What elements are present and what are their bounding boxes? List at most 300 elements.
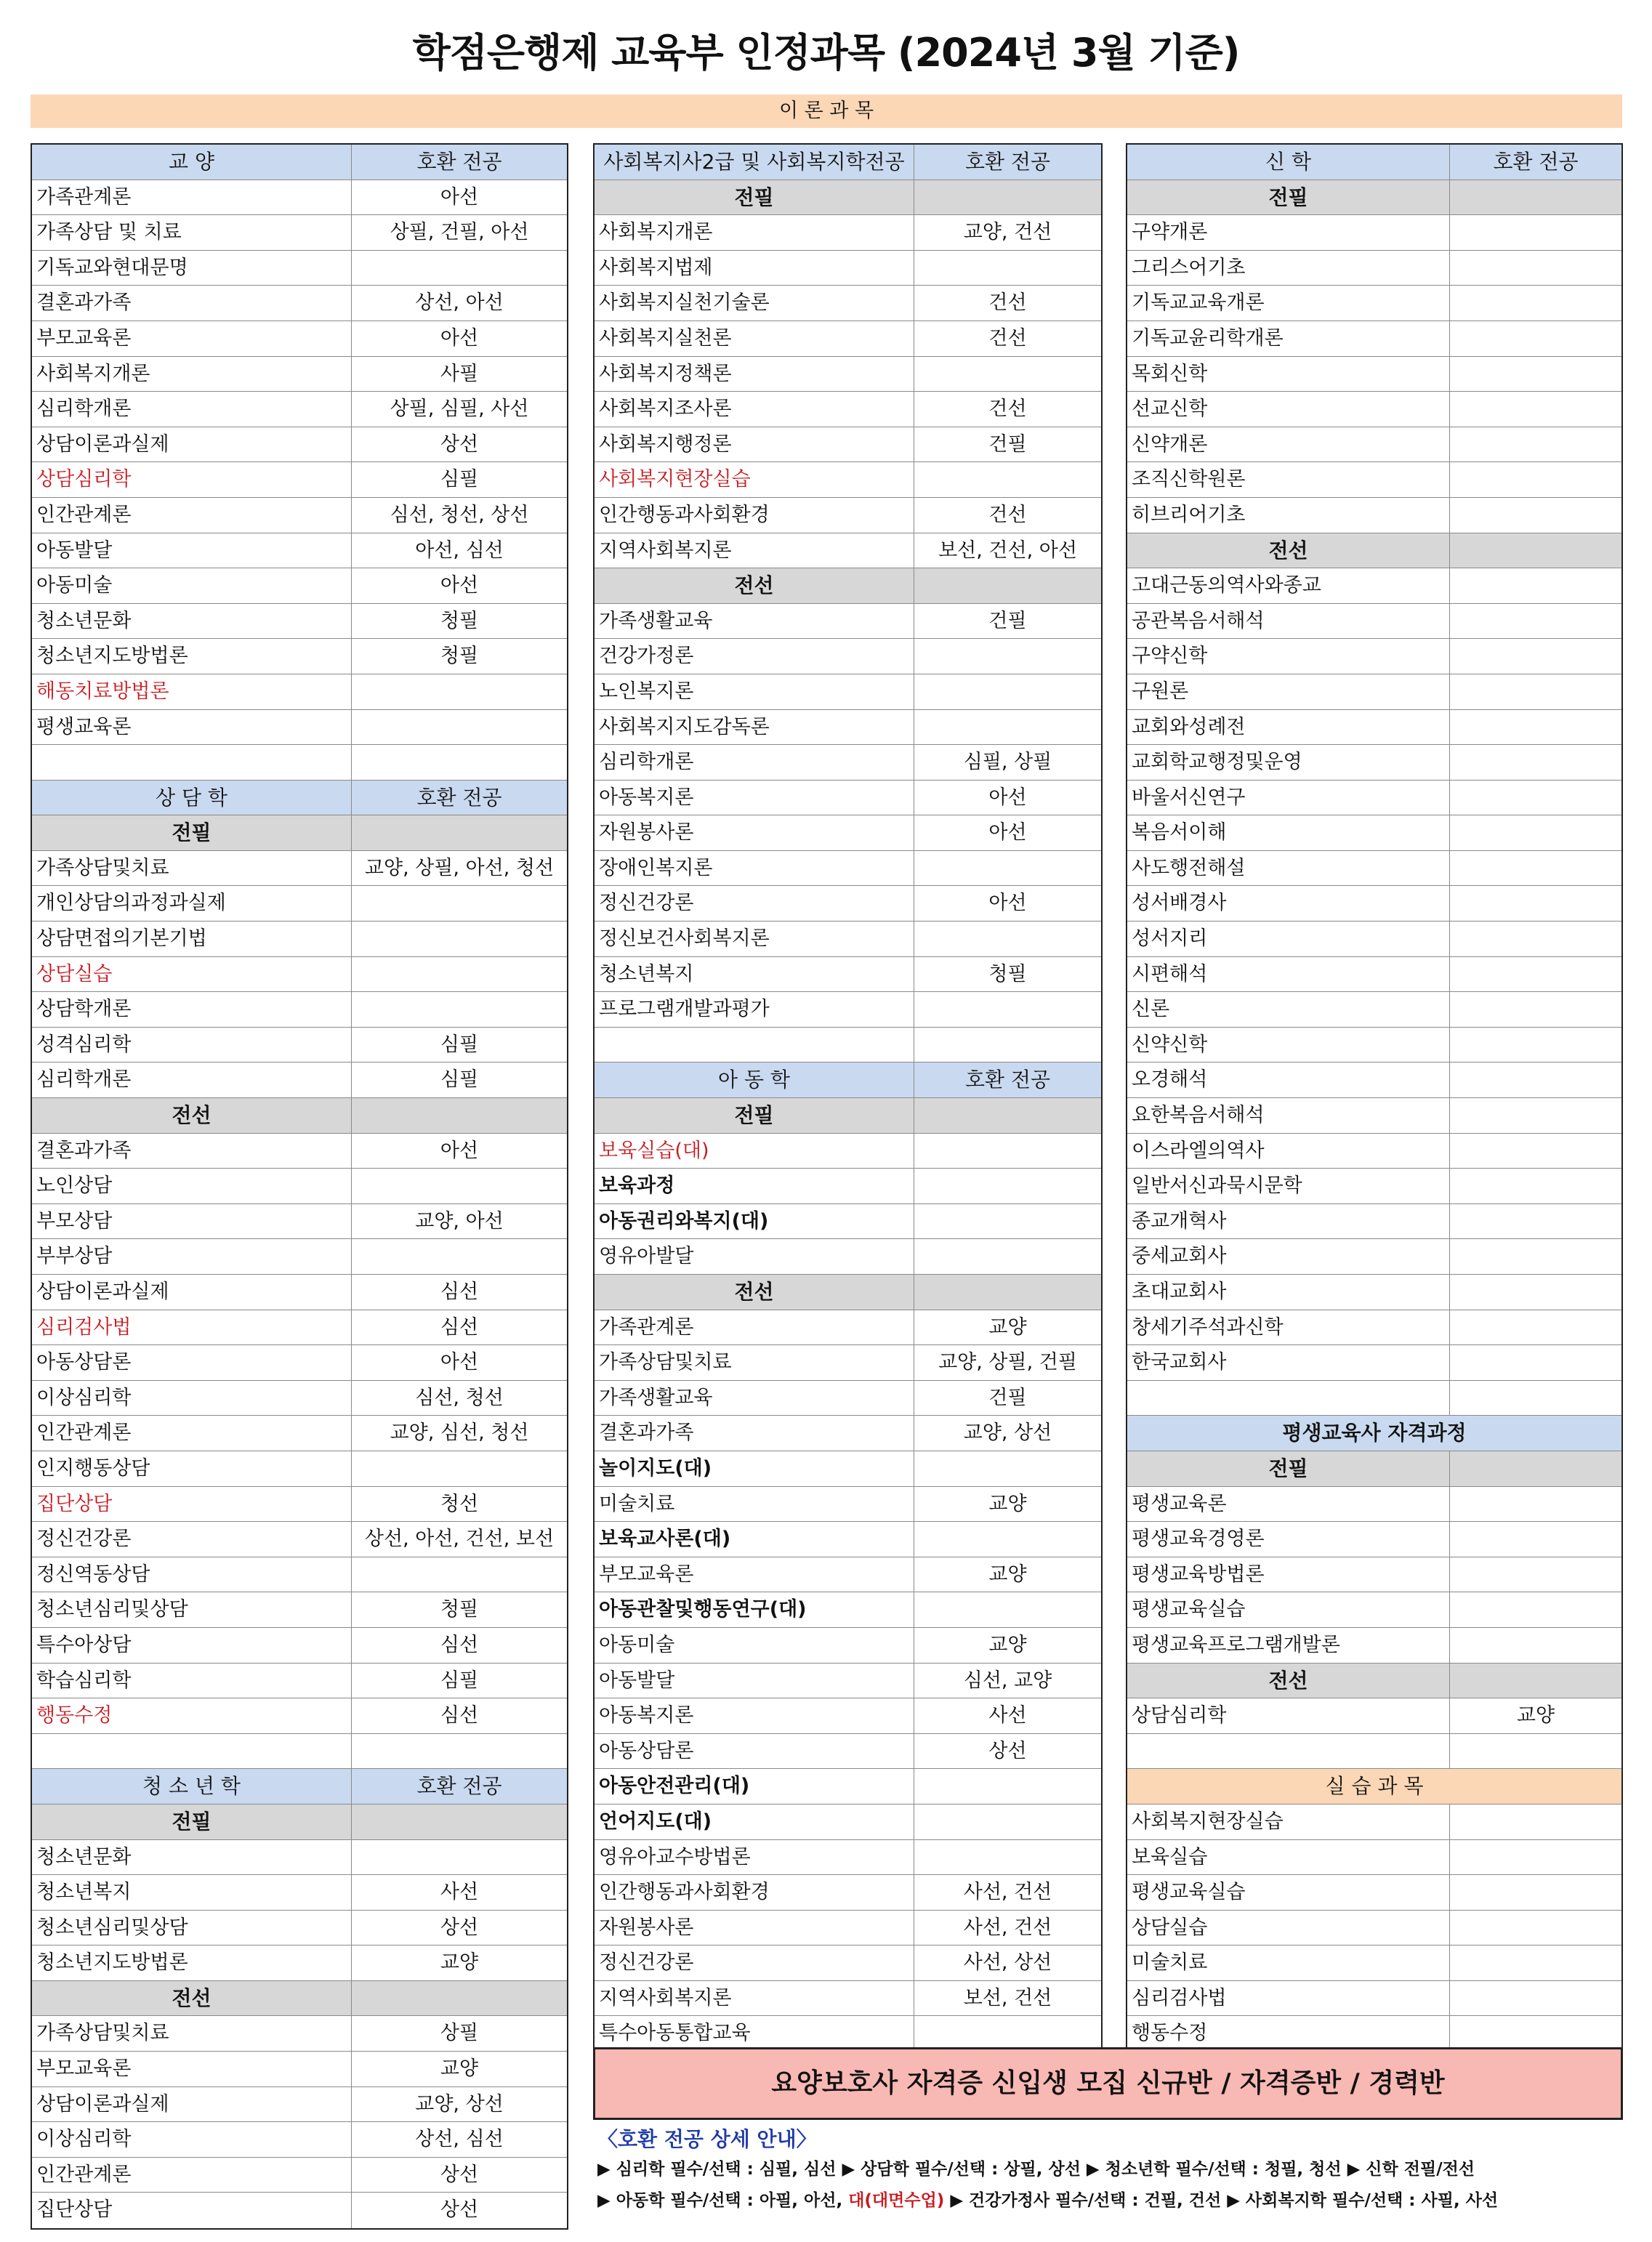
subject-name-cell: 구약신학 xyxy=(1127,639,1450,674)
subject-name-cell: 사회복지실천기술론 xyxy=(595,286,914,320)
compat-major-cell xyxy=(352,1840,567,1875)
subject-name-cell: 심리학개론 xyxy=(32,392,352,427)
notes-heading: 〈호환 전공 상세 안내〉 xyxy=(597,2127,817,2151)
subject-name-cell: 심리검사법 xyxy=(32,1310,352,1345)
subject-name-cell: 청소년문화 xyxy=(32,1840,352,1875)
compat-major-cell: 사필 xyxy=(440,362,479,385)
table-row xyxy=(32,427,567,463)
compat-major-cell: 교양, 심선, 청선 xyxy=(390,1422,529,1445)
section-title-cell: 전필 xyxy=(1127,180,1450,215)
subject-name-cell: 이상심리학 xyxy=(32,1381,352,1416)
compat-major-cell xyxy=(914,1134,1101,1169)
table-row xyxy=(1127,674,1621,710)
compat-major-cell xyxy=(1450,922,1621,956)
table-row xyxy=(1127,957,1621,993)
subject-name-cell: 보육교사론(대) xyxy=(595,1522,914,1557)
subject-name-cell: 행동수정 xyxy=(1127,2016,1450,2052)
section-title-cell: 사회복지사2급 및 사회복지학전공 xyxy=(595,145,914,180)
compat-major-cell xyxy=(1450,604,1621,639)
compat-major-cell xyxy=(352,745,567,780)
compat-major-cell: 교양, 상필, 건필 xyxy=(938,1351,1077,1374)
table-row xyxy=(32,1416,567,1451)
compat-major-cell xyxy=(1450,886,1621,921)
compat-major-cell xyxy=(1450,427,1621,462)
compat-major-cell: 건선 xyxy=(988,398,1027,421)
table-row xyxy=(595,957,1101,993)
table-row xyxy=(32,1911,567,1946)
compat-major-cell: 상필, 건필, 아선 xyxy=(390,221,529,244)
subject-name-cell: 요한복음서해석 xyxy=(1127,1098,1450,1133)
table-row xyxy=(1127,1911,1621,1946)
subject-name-cell: 지역사회복지론 xyxy=(595,533,914,568)
table-row xyxy=(595,427,1101,463)
subject-name-cell: 그리스어기초 xyxy=(1127,251,1450,286)
compat-major-cell: 교양, 아선 xyxy=(415,1209,504,1233)
section-title-cell: 전선 xyxy=(32,1098,352,1133)
subject-name-cell: 평생교육론 xyxy=(32,710,352,745)
table-row xyxy=(595,1451,1101,1487)
compat-major-cell xyxy=(1450,1275,1621,1310)
table-row xyxy=(32,957,567,993)
section-title-cell: 청 소 년 학 xyxy=(32,1769,352,1804)
subject-name-cell: 장애인복지론 xyxy=(595,851,914,886)
compat-major-cell xyxy=(1450,1204,1621,1239)
compat-major-cell: 교양, 상선 xyxy=(963,1422,1052,1445)
subject-name-cell: 가족상담및치료 xyxy=(32,851,352,886)
compat-major-cell: 심선 xyxy=(440,1704,479,1727)
compat-major-cell xyxy=(352,886,567,921)
table-row xyxy=(32,392,567,427)
compat-major-cell xyxy=(1450,815,1621,850)
table-row xyxy=(32,286,567,321)
compat-major-cell xyxy=(1450,1345,1621,1380)
compat-major-cell xyxy=(1450,1805,1621,1839)
table-row xyxy=(1127,1487,1621,1523)
table-row xyxy=(1127,1310,1621,1346)
subject-name-cell: 교회학교행정및운영 xyxy=(1127,745,1450,780)
compat-major-cell xyxy=(1450,1840,1621,1875)
table-row xyxy=(595,1698,1101,1734)
compat-major-cell xyxy=(914,357,1101,392)
compat-major-cell xyxy=(1450,1981,1621,2016)
table-row xyxy=(595,710,1101,746)
compat-major-cell xyxy=(914,1840,1101,1875)
compat-major-cell xyxy=(914,1239,1101,1274)
subject-name-cell: 사회복지조사론 xyxy=(595,392,914,427)
compat-major-cell: 건선 xyxy=(988,291,1027,315)
compat-major-cell xyxy=(352,1557,567,1592)
compat-major-cell xyxy=(1450,745,1621,780)
table-row xyxy=(32,1592,567,1628)
compat-major-cell xyxy=(1450,1875,1621,1910)
section-compat-header-cell xyxy=(352,815,567,850)
subject-name-cell xyxy=(32,1734,352,1769)
compat-major-cell xyxy=(1450,710,1621,745)
subject-name-cell: 한국교회사 xyxy=(1127,1345,1450,1380)
subject-name-cell: 청소년문화 xyxy=(32,604,352,639)
compat-major-cell: 건필 xyxy=(988,432,1027,456)
compat-major-cell xyxy=(1450,357,1621,392)
table-row xyxy=(1127,568,1621,604)
subject-name-cell: 상담이론과실제 xyxy=(32,2087,352,2122)
compat-major-cell xyxy=(1450,1239,1621,1274)
section-header-row xyxy=(595,145,1101,180)
subject-name-cell: 상담실습 xyxy=(1127,1911,1450,1945)
table-row xyxy=(1127,1169,1621,1204)
section-title-cell: 전선 xyxy=(1127,533,1450,568)
compat-major-cell xyxy=(914,462,1101,497)
compat-major-cell: 심선 xyxy=(440,1633,479,1656)
table-row xyxy=(32,1239,567,1275)
subject-name-cell: 심리검사법 xyxy=(1127,1981,1450,2016)
compat-major-cell: 사선 xyxy=(988,1704,1027,1727)
table-row xyxy=(32,1134,567,1169)
compat-major-cell xyxy=(1450,392,1621,427)
table-row xyxy=(1127,1557,1621,1593)
compat-major-cell: 아선 xyxy=(988,821,1027,844)
subject-name-cell: 신약신학 xyxy=(1127,1028,1450,1062)
section-header-row xyxy=(32,145,567,180)
subject-name-cell: 중세교회사 xyxy=(1127,1239,1450,1274)
compat-major-cell: 교양, 건선 xyxy=(963,221,1052,244)
compat-major-cell xyxy=(914,1769,1101,1804)
section-title-cell: 전필 xyxy=(1127,1451,1450,1486)
table-row xyxy=(595,1734,1101,1770)
table-row xyxy=(595,674,1101,710)
table-row xyxy=(1127,1698,1621,1734)
subject-name-cell: 사회복지법제 xyxy=(595,251,914,286)
table-row xyxy=(1127,745,1621,781)
subject-name-cell: 보육과정 xyxy=(595,1169,914,1203)
subject-name-cell: 사도행전해설 xyxy=(1127,851,1450,886)
compat-major-cell xyxy=(1450,1487,1621,1522)
table-row xyxy=(595,1875,1101,1911)
table-row xyxy=(32,1028,567,1063)
compat-major-cell xyxy=(914,1522,1101,1557)
compat-major-cell: 아선 xyxy=(440,185,479,209)
compat-major-cell xyxy=(914,1451,1101,1486)
subject-name-cell: 부모교육론 xyxy=(32,321,352,356)
section-title-cell: 전필 xyxy=(32,815,352,850)
compat-major-cell xyxy=(914,851,1101,886)
table-row xyxy=(595,1592,1101,1628)
table-row xyxy=(1127,1062,1621,1098)
subject-name-cell: 특수아상담 xyxy=(32,1628,352,1663)
compat-major-cell: 아선 xyxy=(440,1351,479,1374)
section-header-row xyxy=(32,1981,567,2017)
compat-major-cell xyxy=(1450,1557,1621,1592)
compat-major-cell: 청선 xyxy=(440,1492,479,1515)
table-row xyxy=(1127,1345,1621,1381)
subject-name-cell: 정신역동상담 xyxy=(32,1557,352,1592)
compat-major-cell: 상선, 아선, 건선, 보선 xyxy=(364,1528,555,1551)
table-row xyxy=(32,1310,567,1346)
subject-name-cell: 청소년지도방법론 xyxy=(32,1945,352,1980)
section-compat-header-cell xyxy=(352,1805,567,1839)
section-compat-header-cell xyxy=(352,1981,567,2016)
compat-major-cell xyxy=(1450,1734,1621,1769)
table-row xyxy=(32,357,567,392)
table-row xyxy=(595,1239,1101,1275)
compat-major-cell: 보선, 건선 xyxy=(963,1986,1052,2009)
compat-major-cell xyxy=(914,1805,1101,1839)
section-compat-header-cell xyxy=(1450,533,1621,568)
subject-name-cell: 가족상담및치료 xyxy=(595,1345,914,1380)
subject-name-cell: 사회복지지도감독론 xyxy=(595,710,914,745)
subject-name-cell: 지역사회복지론 xyxy=(595,1981,914,2016)
section-header-row xyxy=(595,180,1101,216)
section-header-row xyxy=(1127,533,1621,569)
table-row xyxy=(1127,710,1621,746)
table-row xyxy=(595,781,1101,816)
table-row xyxy=(32,1698,567,1734)
subject-name-cell: 이상심리학 xyxy=(32,2122,352,2157)
subject-name-cell: 청소년복지 xyxy=(595,957,914,992)
subject-name-cell: 부부상담 xyxy=(32,1239,352,1274)
subject-name-cell: 결혼과가족 xyxy=(32,286,352,320)
caregiver-recruit-banner: 요양보호사 자격증 신입생 모집 신규반 / 자격증반 / 경력반 xyxy=(593,2047,1623,2120)
section-header-row xyxy=(32,815,567,851)
subject-name-cell: 부모상담 xyxy=(32,1204,352,1239)
notes-line-2-a: ▶ 아동학 필수/선택 : 아필, 아선, xyxy=(597,2191,849,2210)
subject-name-cell: 정신보건사회복지론 xyxy=(595,922,914,956)
compat-major-cell xyxy=(1450,957,1621,992)
table-row xyxy=(1127,922,1621,957)
table-row xyxy=(1127,357,1621,392)
compat-major-cell xyxy=(352,1734,567,1769)
section-title-cell: 전선 xyxy=(32,1981,352,2016)
table-row xyxy=(595,1028,1101,1063)
subject-name-cell: 복음서이해 xyxy=(1127,815,1450,850)
table-row xyxy=(1127,1239,1621,1275)
subject-name-cell: 사회복지현장실습 xyxy=(595,462,914,497)
compat-major-cell: 청필 xyxy=(440,645,479,668)
section-title-cell: 전필 xyxy=(32,1805,352,1839)
table-row xyxy=(1127,2016,1621,2052)
subject-name-cell: 아동발달 xyxy=(595,1664,914,1698)
subject-name-cell: 가족관계론 xyxy=(595,1310,914,1345)
subject-name-cell: 아동발달 xyxy=(32,533,352,568)
compat-major-cell xyxy=(1450,568,1621,603)
table-row xyxy=(595,1664,1101,1699)
table-row xyxy=(1127,851,1621,887)
compat-major-cell: 교양, 상필, 아선, 청선 xyxy=(364,856,555,879)
subject-name-cell: 행동수정 xyxy=(32,1698,352,1733)
subject-name-cell: 아동관찰및행동연구(대) xyxy=(595,1592,914,1627)
compat-major-cell: 상선 xyxy=(440,2198,479,2222)
compat-major-cell: 상선 xyxy=(440,1916,479,1939)
subject-name-cell: 구원론 xyxy=(1127,674,1450,709)
compat-major-cell xyxy=(1450,1028,1621,1062)
section-header-row xyxy=(1127,1664,1621,1699)
subject-name-cell: 청소년심리및상담 xyxy=(32,1592,352,1627)
subject-name-cell: 해동치료방법론 xyxy=(32,674,352,709)
table-row xyxy=(32,1840,567,1876)
compat-major-cell xyxy=(1450,215,1621,250)
table-row xyxy=(595,462,1101,498)
section-header-row xyxy=(595,1275,1101,1310)
theory-subjects-banner: 이 론 과 목 xyxy=(31,94,1622,128)
table-row xyxy=(32,922,567,957)
subject-name-cell: 고대근동의역사와종교 xyxy=(1127,568,1450,603)
compat-major-cell: 교양 xyxy=(1516,1704,1555,1727)
compat-major-cell: 아선, 심선 xyxy=(415,539,504,562)
section-header-row xyxy=(1127,1451,1621,1487)
compat-major-cell: 교양 xyxy=(988,1633,1027,1656)
compat-major-cell: 청필 xyxy=(440,1598,479,1621)
section-title-cell: 실 습 과 목 xyxy=(1127,1769,1621,1804)
table-row xyxy=(595,1381,1101,1416)
subject-name-cell: 영유아발달 xyxy=(595,1239,914,1274)
subject-name-cell: 가족생활교육 xyxy=(595,1381,914,1416)
subject-name-cell: 바울서신연구 xyxy=(1127,781,1450,815)
compat-major-cell: 심선, 청선, 상선 xyxy=(390,503,529,526)
table-row xyxy=(32,1664,567,1699)
section-compat-header-cell xyxy=(352,1098,567,1133)
subject-name-cell: 구약개론 xyxy=(1127,215,1450,250)
table-row xyxy=(32,321,567,357)
table-row xyxy=(595,992,1101,1028)
table-row xyxy=(1127,1381,1621,1416)
section-header-row xyxy=(32,1805,567,1840)
table-row xyxy=(1127,639,1621,674)
table-row xyxy=(1127,427,1621,463)
section-compat-header-cell: 호환 전공 xyxy=(352,145,567,180)
compat-major-cell xyxy=(1450,321,1621,356)
table-row xyxy=(1127,992,1621,1028)
table-row xyxy=(32,1204,567,1240)
notes-line-2-b: ▶ 건강가정사 필수/선택 : 건필, 건선 ▶ 사회복지학 필수/선택 : 사필, 사선 xyxy=(944,2191,1499,2210)
compat-major-cell: 건필 xyxy=(988,1386,1027,1409)
compat-major-cell: 건선 xyxy=(988,326,1027,350)
subject-name-cell: 사회복지행정론 xyxy=(595,427,914,462)
compat-major-cell xyxy=(1450,851,1621,886)
subject-name-cell: 부모교육론 xyxy=(595,1557,914,1592)
compat-major-cell: 교양 xyxy=(440,2057,479,2081)
table-row xyxy=(32,1945,567,1981)
subject-name-cell: 자원봉사론 xyxy=(595,1911,914,1945)
table-row xyxy=(595,1840,1101,1876)
table-row xyxy=(595,1522,1101,1557)
section-title-cell: 전선 xyxy=(1127,1664,1450,1698)
subject-name-cell: 사회복지현장실습 xyxy=(1127,1805,1450,1839)
compat-major-cell: 심필 xyxy=(440,468,479,491)
compat-major-cell: 청필 xyxy=(440,609,479,632)
section-compat-header-cell: 호환 전공 xyxy=(352,781,567,815)
subject-name-cell: 아동복지론 xyxy=(595,1698,914,1733)
table-row xyxy=(32,1345,567,1381)
subject-name-cell: 상담심리학 xyxy=(32,462,352,497)
subject-name-cell: 선교신학 xyxy=(1127,392,1450,427)
table-row xyxy=(595,533,1101,569)
table-row xyxy=(1127,1805,1621,1840)
table-row xyxy=(32,180,567,216)
subject-name-cell: 집단상담 xyxy=(32,1487,352,1522)
table-row xyxy=(595,321,1101,357)
table-row xyxy=(32,1628,567,1664)
subject-name-cell: 심리학개론 xyxy=(32,1062,352,1097)
subject-name-cell: 인간행동과사회환경 xyxy=(595,498,914,533)
subject-name-cell: 인간관계론 xyxy=(32,1416,352,1451)
compat-major-cell: 심필 xyxy=(440,1068,479,1092)
subject-name-cell: 인간행동과사회환경 xyxy=(595,1875,914,1910)
section-compat-header-cell: 호환 전공 xyxy=(1450,145,1621,180)
compat-major-cell: 심선 xyxy=(440,1315,479,1339)
table-row xyxy=(1127,604,1621,640)
page-title: 학점은행제 교육부 인정과목 (2024년 3월 기준) xyxy=(412,30,1240,76)
subject-name-cell: 사회복지정책론 xyxy=(595,357,914,392)
compat-major-cell xyxy=(914,1592,1101,1627)
section-title-cell: 아 동 학 xyxy=(595,1062,914,1097)
table-row xyxy=(32,251,567,286)
section-compat-header-cell xyxy=(914,180,1101,215)
subject-name-cell: 상담이론과실제 xyxy=(32,427,352,462)
table-row xyxy=(32,1062,567,1098)
subject-name-cell: 조직신학원론 xyxy=(1127,462,1450,497)
subject-name-cell: 가족상담및치료 xyxy=(32,2016,352,2051)
section-compat-header-cell: 호환 전공 xyxy=(914,145,1101,180)
subject-name-cell: 개인상담의과정과실제 xyxy=(32,886,352,921)
compat-major-cell xyxy=(914,639,1101,674)
table-row xyxy=(595,2016,1101,2052)
table-row xyxy=(32,1275,567,1310)
compat-major-cell: 심필 xyxy=(440,1033,479,1056)
section-title-cell: 전선 xyxy=(595,1275,914,1310)
subject-name-cell: 기독교교육개론 xyxy=(1127,286,1450,320)
section-header-row xyxy=(595,1062,1101,1098)
compat-major-cell: 심선, 교양 xyxy=(963,1669,1052,1692)
table-row xyxy=(595,1911,1101,1946)
subject-name-cell: 청소년지도방법론 xyxy=(32,639,352,674)
compat-major-cell xyxy=(352,710,567,745)
subject-name-cell: 평생교육프로그램개발론 xyxy=(1127,1628,1450,1663)
subject-name-cell: 아동복지론 xyxy=(595,781,914,815)
table-row xyxy=(595,1805,1101,1840)
table-row xyxy=(32,1169,567,1204)
subject-name-cell: 정신건강론 xyxy=(595,886,914,921)
section-compat-header-cell xyxy=(914,1275,1101,1310)
compat-major-cell: 아선 xyxy=(988,786,1027,809)
subject-name-cell: 프로그램개발과평가 xyxy=(595,992,914,1027)
compat-major-cell xyxy=(914,922,1101,956)
notes-line-2 xyxy=(597,2186,1498,2215)
table-row xyxy=(32,568,567,604)
subject-name-cell: 인간관계론 xyxy=(32,2158,352,2193)
table-row xyxy=(32,710,567,746)
compat-major-cell xyxy=(352,1169,567,1203)
table-row xyxy=(595,886,1101,922)
compat-major-cell xyxy=(1450,1592,1621,1627)
subject-name-cell: 종교개혁사 xyxy=(1127,1204,1450,1239)
compat-major-cell xyxy=(1450,2016,1621,2052)
compat-major-cell: 심필, 상필 xyxy=(963,751,1052,774)
section-compat-header-cell: 호환 전공 xyxy=(352,1769,567,1804)
table-row xyxy=(1127,321,1621,357)
section-title-cell: 교 양 xyxy=(32,145,352,180)
notes-line-1: ▶ 심리학 필수/선택 : 심필, 심선 ▶ 상담학 필수/선택 : 상필, 상선 ▶ 청소년학 필수/선택 : 청필, 청선 ▶ 신학 전필/전선 xyxy=(597,2160,1475,2179)
table-row xyxy=(1127,1204,1621,1240)
section-title-cell: 전필 xyxy=(595,180,914,215)
subject-name-cell: 인간관계론 xyxy=(32,498,352,533)
compat-major-cell: 아선 xyxy=(440,574,479,597)
subject-name-cell: 창세기주석과신학 xyxy=(1127,1310,1450,1345)
compat-major-cell: 아선 xyxy=(440,326,479,350)
compat-major-cell xyxy=(1450,1134,1621,1169)
compat-major-cell: 아선 xyxy=(440,1139,479,1162)
table-row xyxy=(595,639,1101,674)
table-row xyxy=(1127,886,1621,922)
compat-major-cell: 상선 xyxy=(988,1739,1027,1762)
